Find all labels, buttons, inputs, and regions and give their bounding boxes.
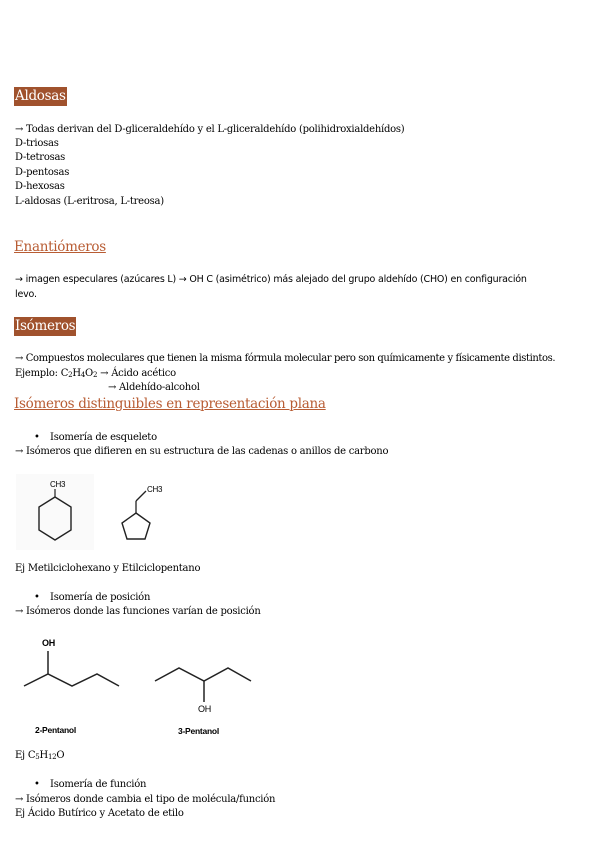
bullet-funcion: • Isomería de función	[50, 778, 146, 792]
posicion-description: → Isómeros donde las funciones varían de posición	[15, 606, 261, 617]
bullet-posicion: • Isomería de posición	[50, 591, 150, 605]
posicion-example: Ej $C_5H_{12}O$	[15, 750, 65, 761]
aldosas-description: → Todas derivan del D-gliceraldehído y el L-gliceraldehído (polihidroxialdehídos)	[15, 124, 405, 135]
bullet-esqueleto: • Isomería de esqueleto	[50, 431, 157, 445]
ch3-label-a: CH3	[50, 480, 66, 489]
oh-label-3pentanol: OH	[198, 704, 211, 714]
aldosas-item: D-triosas	[15, 138, 59, 149]
aldosas-item: D-tetrosas	[15, 152, 66, 163]
enantiomeros-description-cont: levo.	[15, 289, 37, 300]
funcion-description: → Isómeros donde cambia el tipo de molécula/función	[15, 794, 276, 805]
oh-label-2pentanol: OH	[42, 638, 55, 648]
esqueleto-description: → Isómeros que difieren en su estructura de las cadenas o anillos de carbono	[15, 446, 389, 457]
aldosas-item: L-aldosas (L-eritrosa, L-treosa)	[15, 196, 164, 207]
funcion-example: Ej Ácido Butírico y Acetato de etilo	[15, 808, 184, 819]
enantiomeros-heading: Enantiómeros	[14, 239, 106, 255]
ch3-label-b: CH3	[147, 485, 163, 494]
enantiomeros-description: → imagen especulares (azúcares L) → OH C (asimétrico) más alejado del grupo aldehído (CHO) en configuración	[15, 274, 527, 285]
isomeros-subheading: Isómeros distinguibles en representación plana	[14, 396, 326, 412]
aldosas-heading: Aldosas	[15, 88, 66, 104]
isomeros-heading: Isómeros	[15, 318, 76, 334]
aldosas-item: D-pentosas	[15, 167, 70, 178]
isomeros-example-2: → Aldehído-alcohol	[108, 382, 200, 393]
esqueleto-example: Ej Metilciclohexano y Etilciclopentano	[15, 563, 201, 574]
2-pentanol-label: 2-Pentanol	[35, 725, 76, 735]
3-pentanol-label: 3-Pentanol	[178, 726, 219, 736]
isomeros-example: Ejemplo: $C_2H_4O_2$ → Ácido acético	[15, 368, 176, 379]
aldosas-item: D-hexosas	[15, 181, 65, 192]
isomeros-description: → Compuestos moleculares que tienen la misma fórmula molecular pero son químicamente y físicamente distintos.	[15, 353, 556, 364]
